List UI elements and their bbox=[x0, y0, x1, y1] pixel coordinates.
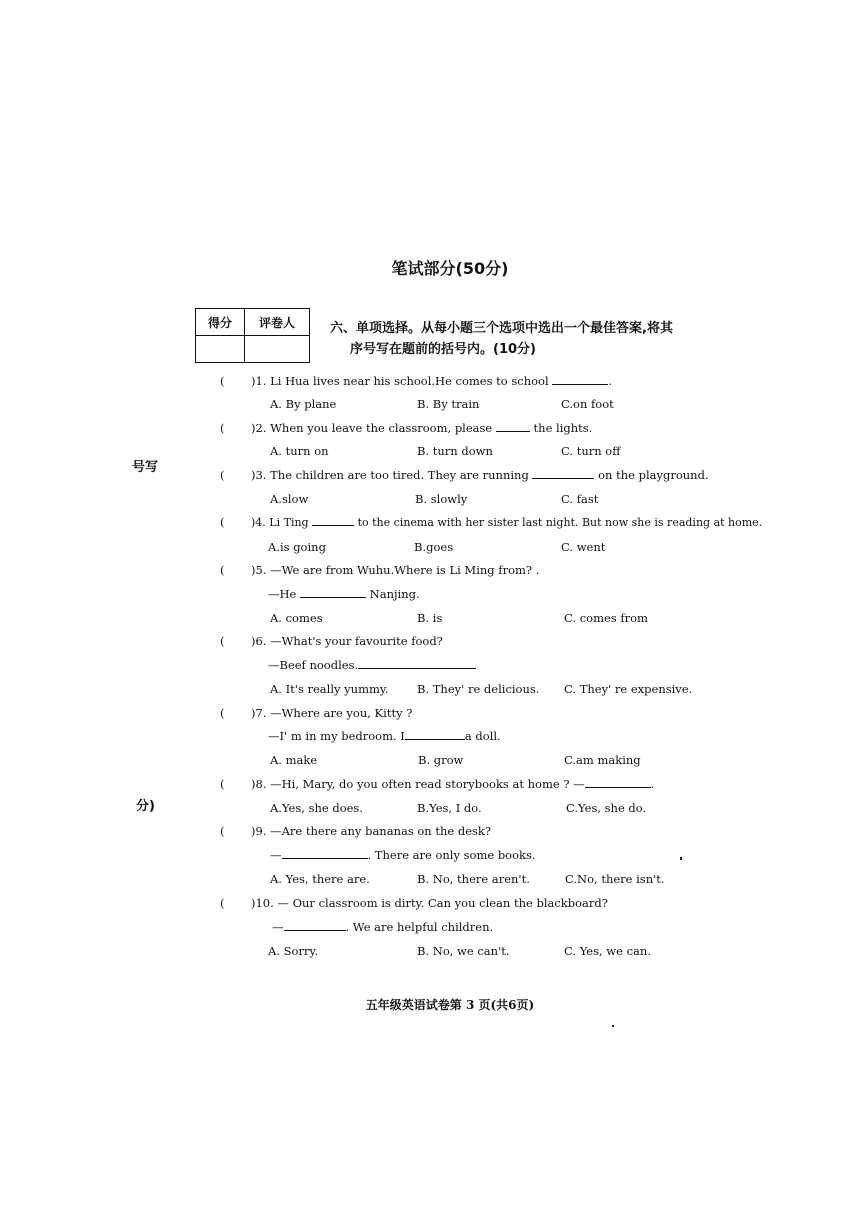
blank[interactable] bbox=[282, 848, 368, 859]
option-a: A. By plane bbox=[270, 397, 337, 411]
option-c: C. went bbox=[561, 540, 606, 554]
option-c: C. turn off bbox=[561, 444, 621, 458]
score-box bbox=[195, 308, 310, 363]
option-c: C. fast bbox=[561, 492, 599, 506]
question-line2: —I' m in my bedroom. I a doll. bbox=[268, 729, 501, 743]
grader-cell[interactable] bbox=[245, 336, 310, 363]
question-text: )10. — Our classroom is dirty. Can you clean the blackboard? bbox=[251, 896, 608, 910]
option-c: C. They' re expensive. bbox=[564, 682, 693, 696]
answer-paren[interactable]: ( bbox=[220, 824, 225, 838]
option-a: A. make bbox=[270, 753, 318, 767]
section-heading-line2: 序号写在题前的括号内。(10分) bbox=[350, 342, 536, 357]
score-cell[interactable] bbox=[196, 336, 245, 363]
option-b: B. is bbox=[417, 611, 443, 625]
option-c: C. comes from bbox=[564, 611, 648, 625]
question-text: )5. —We are from Wuhu.Where is Li Ming from? . bbox=[251, 563, 540, 577]
blank[interactable] bbox=[284, 920, 346, 931]
option-a: A.slow bbox=[270, 492, 309, 506]
answer-paren[interactable]: ( bbox=[220, 421, 225, 435]
grader-label: 评卷人 bbox=[245, 309, 310, 336]
side-mark-b: 分) bbox=[136, 799, 155, 814]
option-b: B. slowly bbox=[415, 492, 468, 506]
answer-paren[interactable]: ( bbox=[220, 468, 225, 482]
option-b: B.Yes, I do. bbox=[417, 801, 482, 815]
question-line2: —Beef noodles. bbox=[268, 658, 476, 672]
score-label: 得分 bbox=[196, 309, 245, 336]
option-a: A. It's really yummy. bbox=[270, 682, 389, 696]
option-b: B. No, we can't. bbox=[417, 944, 510, 958]
question-text: )9. —Are there any bananas on the desk? bbox=[251, 824, 492, 838]
question-text: )8. —Hi, Mary, do you often read storybooks at home ? — . bbox=[251, 777, 655, 791]
option-b: B.goes bbox=[414, 540, 454, 554]
page-footer: 五年级英语试卷第 3 页(共6页) bbox=[365, 998, 535, 1012]
option-b: B. turn down bbox=[417, 444, 493, 458]
blank[interactable] bbox=[300, 587, 366, 598]
option-c: C.Yes, she do. bbox=[566, 801, 647, 815]
option-a: A. turn on bbox=[270, 444, 329, 458]
question-text: )2. When you leave the classroom, please the lights. bbox=[251, 421, 593, 435]
answer-paren[interactable]: ( bbox=[220, 374, 225, 388]
answer-paren[interactable]: ( bbox=[220, 777, 225, 791]
blank[interactable] bbox=[358, 658, 476, 669]
option-b: B. grow bbox=[418, 753, 464, 767]
answer-paren[interactable]: ( bbox=[220, 634, 225, 648]
question-text: )4. Li Ting to the cinema with her sister last night. But now she is reading at home. bbox=[251, 516, 763, 529]
blank[interactable] bbox=[552, 374, 608, 385]
section-heading bbox=[330, 318, 730, 360]
question-text: )1. Li Hua lives near his school.He comes to school . bbox=[251, 374, 612, 388]
option-a: A. Yes, there are. bbox=[270, 872, 370, 886]
option-c: C.No, there isn't. bbox=[565, 872, 665, 886]
answer-paren[interactable]: ( bbox=[220, 515, 225, 529]
option-c: C.on foot bbox=[561, 397, 614, 411]
question-text: )7. —Where are you, Kitty ? bbox=[251, 706, 413, 720]
blank[interactable] bbox=[405, 729, 465, 740]
section-heading-line1: 六、单项选择。从每小题三个选项中选出一个最佳答案,将其 bbox=[330, 321, 673, 336]
option-b: B. No, there aren't. bbox=[417, 872, 530, 886]
option-a: A. comes bbox=[270, 611, 323, 625]
option-c: C.am making bbox=[564, 753, 641, 767]
side-mark-a: 号写 bbox=[132, 460, 159, 475]
option-a: A.Yes, she does. bbox=[270, 801, 363, 815]
question-text: )3. The children are too tired. They are running on the playground. bbox=[251, 468, 709, 482]
option-b: B. They' re delicious. bbox=[417, 682, 540, 696]
question-line2: — . We are helpful children. bbox=[272, 920, 494, 934]
option-c: C. Yes, we can. bbox=[564, 944, 651, 958]
scan-speck bbox=[612, 1025, 614, 1027]
option-b: B. By train bbox=[417, 397, 480, 411]
question-line2: —He Nanjing. bbox=[268, 587, 420, 601]
question-text: )6. —What's your favourite food? bbox=[251, 634, 443, 648]
scan-speck bbox=[680, 857, 682, 860]
answer-paren[interactable]: ( bbox=[220, 706, 225, 720]
blank[interactable] bbox=[312, 515, 354, 526]
answer-paren[interactable]: ( bbox=[220, 563, 225, 577]
blank[interactable] bbox=[585, 777, 651, 788]
option-a: A. Sorry. bbox=[268, 944, 319, 958]
page-title: 笔试部分(50分) bbox=[391, 259, 509, 278]
blank[interactable] bbox=[496, 421, 530, 432]
question-line2: — . There are only some books. bbox=[270, 848, 536, 862]
answer-paren[interactable]: ( bbox=[220, 896, 225, 910]
blank[interactable] bbox=[532, 468, 594, 479]
option-a: A.is going bbox=[268, 540, 326, 554]
